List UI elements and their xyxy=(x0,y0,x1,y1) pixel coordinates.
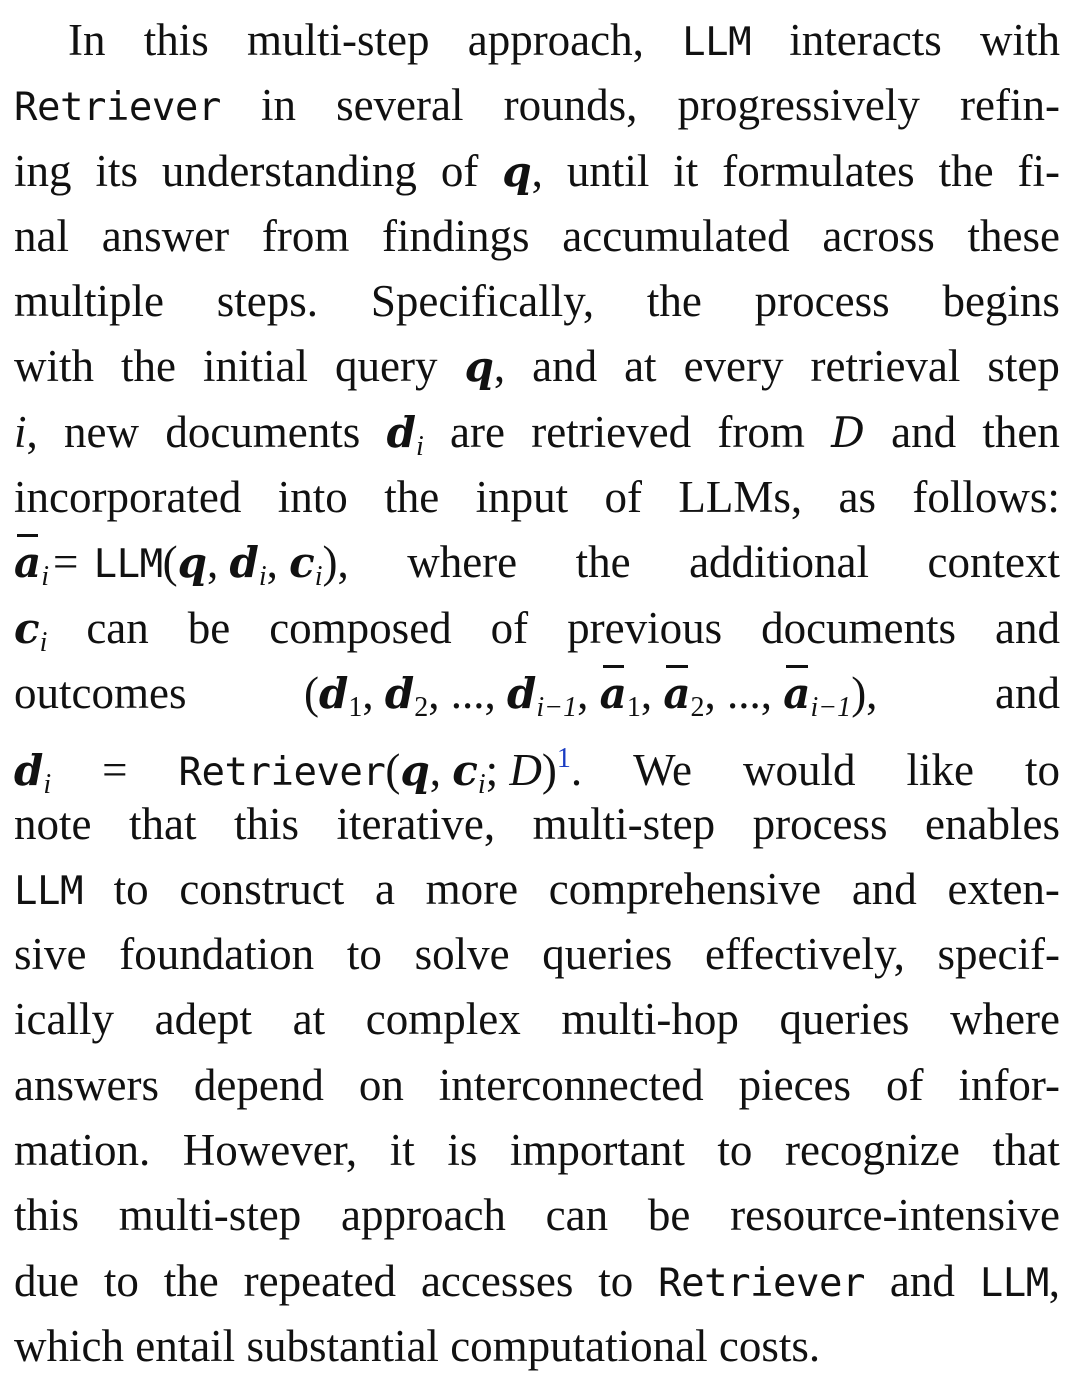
word: and xyxy=(532,341,598,392)
word: multi-step xyxy=(118,1190,302,1241)
word: fi- xyxy=(1017,145,1060,196)
punct: . xyxy=(570,745,583,796)
word: to xyxy=(103,1255,139,1306)
word: formulates xyxy=(722,145,915,196)
word: as xyxy=(838,472,877,523)
text-line-14 xyxy=(14,857,1060,922)
math-symbol-a-bar: a xyxy=(600,661,627,726)
word: to xyxy=(1024,745,1060,796)
math-calligraphic-d: D xyxy=(831,407,865,457)
code-term-llm: LLM xyxy=(93,542,163,588)
word: enables xyxy=(925,798,1060,849)
word: query xyxy=(335,341,438,392)
word: steps. xyxy=(216,276,319,327)
text-line-13 xyxy=(14,792,1060,857)
math-symbol: d xyxy=(386,407,416,457)
word: resource-intensive xyxy=(730,1190,1060,1241)
text-line-2 xyxy=(14,73,1060,138)
math-symbol: d xyxy=(14,746,44,796)
word: rounds, xyxy=(503,80,638,131)
word: interacts xyxy=(789,15,942,65)
word: the xyxy=(575,537,631,588)
word: that xyxy=(992,1125,1060,1176)
word: adept xyxy=(154,994,253,1045)
word: context xyxy=(927,537,1060,588)
word: several xyxy=(336,80,464,131)
word: mation. xyxy=(14,1125,151,1176)
text-line-21 xyxy=(14,1314,1060,1379)
punct: , xyxy=(26,406,38,457)
word: outcomes xyxy=(14,667,187,718)
punct: , ..., xyxy=(428,667,496,718)
punct: , xyxy=(493,341,506,392)
word: step xyxy=(987,341,1060,392)
word: this xyxy=(233,798,299,849)
math-subscript: 2 xyxy=(414,691,429,723)
word: and xyxy=(995,667,1060,718)
word: important xyxy=(509,1125,685,1176)
word: costs. xyxy=(718,1320,821,1371)
text-line-11 xyxy=(14,661,1060,726)
word: note xyxy=(14,798,92,849)
word: which xyxy=(14,1320,124,1371)
math-symbol: q xyxy=(464,342,494,392)
math-subscript: i−1 xyxy=(810,691,852,723)
word: ically xyxy=(14,994,114,1045)
word: be xyxy=(187,602,231,653)
word: is xyxy=(447,1125,478,1176)
word: that xyxy=(128,798,197,849)
punct: ) xyxy=(541,745,557,796)
word: LLMs, xyxy=(678,472,803,523)
text-line-3 xyxy=(14,139,1060,204)
math-symbol: q xyxy=(502,146,532,196)
punct: , xyxy=(531,145,543,196)
word: comprehensive xyxy=(548,863,822,914)
word: of xyxy=(490,602,529,653)
word: pieces xyxy=(738,1059,852,1110)
text-line-12 xyxy=(14,726,1060,801)
word: a xyxy=(374,863,395,914)
word: where xyxy=(407,537,518,588)
math-subscript: i xyxy=(258,561,267,593)
text-line-20 xyxy=(14,1249,1060,1314)
math-operator: = xyxy=(102,745,128,796)
word: of xyxy=(440,145,479,196)
code-term-retriever: Retriever xyxy=(14,85,221,131)
code-term-retriever: Retriever xyxy=(658,1260,865,1306)
text-line-1 xyxy=(14,8,1060,73)
math-symbol: c xyxy=(14,603,40,653)
math-symbol: d xyxy=(384,668,415,718)
word: multiple xyxy=(14,276,164,327)
word: substantial xyxy=(246,1320,439,1371)
punct: , xyxy=(206,537,219,588)
word: recognize xyxy=(785,1125,960,1176)
word: can xyxy=(545,1190,609,1241)
word: previous xyxy=(567,602,723,653)
word: from xyxy=(261,210,350,261)
text-line-7 xyxy=(14,400,1060,465)
word: accesses xyxy=(420,1255,574,1306)
word: be xyxy=(647,1190,691,1241)
word: documents xyxy=(165,406,361,457)
math-symbol-a-bar: a xyxy=(783,661,810,726)
word: answer xyxy=(101,210,230,261)
word: to xyxy=(346,929,382,980)
word: from xyxy=(717,406,805,457)
word: with xyxy=(979,15,1060,65)
word: exten- xyxy=(947,863,1060,914)
word: this xyxy=(143,15,209,65)
math-subscript: 2 xyxy=(690,691,705,723)
word: We xyxy=(633,745,692,796)
word: more xyxy=(425,863,519,914)
text-line-5 xyxy=(14,269,1060,334)
word: foundation xyxy=(119,929,315,980)
code-term-retriever: Retriever xyxy=(178,750,386,796)
word: understanding xyxy=(161,145,417,196)
word: at xyxy=(624,341,657,392)
punct: , xyxy=(1048,1255,1060,1306)
word: Specifically, xyxy=(370,276,595,327)
word: answers xyxy=(14,1059,159,1110)
math-symbol: d xyxy=(229,538,259,588)
math-symbol: c xyxy=(452,746,478,796)
text-line-16 xyxy=(14,987,1060,1052)
word: to xyxy=(598,1255,634,1306)
word: refin- xyxy=(960,80,1060,131)
math-i xyxy=(14,400,38,465)
math-q xyxy=(502,139,543,204)
text-line-15 xyxy=(14,922,1060,987)
math-symbol: q xyxy=(177,538,207,588)
word: the xyxy=(938,145,994,196)
word: where xyxy=(950,994,1060,1045)
word: this xyxy=(14,1190,80,1241)
math-subscript: i xyxy=(41,561,49,593)
word: accumulated xyxy=(562,210,790,261)
punct: , xyxy=(362,667,374,718)
word: composed xyxy=(269,602,452,653)
word: retrieved xyxy=(531,406,692,457)
word: additional xyxy=(689,537,870,588)
word: due xyxy=(14,1255,79,1306)
text-line-19 xyxy=(14,1183,1060,1248)
word: computational xyxy=(450,1320,708,1371)
text-line-9 xyxy=(14,530,1060,595)
word: incorporated xyxy=(14,472,242,523)
punct: ( xyxy=(162,537,178,588)
word: in xyxy=(260,80,296,131)
word: are xyxy=(450,406,505,457)
word: at xyxy=(292,994,326,1045)
punct: ), xyxy=(322,537,349,588)
punct: , xyxy=(640,667,653,718)
math-q xyxy=(464,334,505,399)
word: every xyxy=(683,341,784,392)
word: multi-step xyxy=(532,798,716,849)
word: the xyxy=(646,276,702,327)
word: approach xyxy=(341,1190,506,1241)
word: nal xyxy=(14,210,69,261)
word: and xyxy=(889,1255,955,1306)
word: it xyxy=(673,145,699,196)
math-symbol-a-bar: a xyxy=(663,661,690,726)
word: would xyxy=(742,745,856,796)
word: multi-step xyxy=(247,15,430,65)
math-symbol: i xyxy=(14,406,27,457)
punct: ), xyxy=(851,667,878,718)
word: to xyxy=(717,1125,753,1176)
word: documents xyxy=(761,602,957,653)
word: the xyxy=(121,341,176,392)
code-term-llm: LLM xyxy=(979,1260,1049,1306)
punct: ; xyxy=(485,745,499,796)
word: solve xyxy=(414,929,510,980)
punct: , xyxy=(266,537,278,588)
punct: , xyxy=(429,745,441,796)
math-subscript: i−1 xyxy=(536,691,578,723)
text-line-17 xyxy=(14,1053,1060,1118)
math-subscript: i xyxy=(43,769,52,801)
word: and xyxy=(851,863,917,914)
word: multi-hop xyxy=(561,994,739,1045)
word: follows: xyxy=(912,472,1060,523)
word: sive xyxy=(14,929,87,980)
word: on xyxy=(358,1059,404,1110)
word: to xyxy=(113,863,149,914)
word: queries xyxy=(779,994,910,1045)
word: can xyxy=(86,602,149,653)
word: interconnected xyxy=(438,1059,704,1110)
word: specif- xyxy=(937,929,1060,980)
text-line-6 xyxy=(14,334,1060,399)
text-line-18 xyxy=(14,1118,1060,1183)
word: of xyxy=(885,1059,924,1110)
word: findings xyxy=(382,210,530,261)
word: of xyxy=(604,472,642,523)
word: the xyxy=(163,1255,219,1306)
word: repeated xyxy=(243,1255,397,1306)
word: depend xyxy=(193,1059,324,1110)
math-symbol: D xyxy=(509,745,542,796)
code-term-llm: LLM xyxy=(682,20,752,65)
word: and xyxy=(891,406,957,457)
word: it xyxy=(389,1125,415,1176)
word: queries xyxy=(542,929,673,980)
math-subscript: 1 xyxy=(348,691,363,723)
math-subscript: i xyxy=(477,769,486,801)
word: process xyxy=(754,276,890,327)
word: However, xyxy=(182,1125,358,1176)
footnote-marker[interactable]: 1 xyxy=(556,743,571,775)
word: these xyxy=(967,210,1060,261)
math-symbol: q xyxy=(400,746,430,796)
math-subscript: i xyxy=(39,626,48,658)
word: construct xyxy=(179,863,345,914)
word: iterative, xyxy=(336,798,496,849)
text-line-4 xyxy=(14,204,1060,269)
word: like xyxy=(906,745,974,796)
text-line-8 xyxy=(14,465,1060,530)
math-symbol: d xyxy=(319,668,349,718)
punct: ( xyxy=(304,667,320,718)
word: until xyxy=(566,145,650,196)
word: infor- xyxy=(958,1059,1060,1110)
word: new xyxy=(64,406,140,457)
math-subscript: i xyxy=(314,561,323,593)
body-paragraph xyxy=(14,8,1060,1379)
code-term-llm-with-comma xyxy=(980,1249,1060,1316)
math-operator: = xyxy=(53,537,79,588)
word: initial xyxy=(203,341,308,392)
word: begins xyxy=(942,276,1060,327)
word: process xyxy=(752,798,888,849)
word: effectively, xyxy=(704,929,905,980)
math-symbol: c xyxy=(289,538,315,588)
word: In xyxy=(68,15,106,65)
word: complex xyxy=(365,994,521,1045)
math-subscript: i xyxy=(415,430,424,462)
word: across xyxy=(822,210,935,261)
punct: ( xyxy=(385,745,401,796)
word: into xyxy=(277,472,348,523)
word: progressively xyxy=(677,80,920,131)
word: approach, xyxy=(467,15,644,65)
punct: , xyxy=(577,667,589,718)
word: the xyxy=(384,472,440,523)
word: ing xyxy=(14,145,72,196)
word: entail xyxy=(135,1320,236,1371)
word: then xyxy=(982,406,1060,457)
word: input xyxy=(475,472,569,523)
punct: , ..., xyxy=(704,667,773,718)
word: with xyxy=(14,341,95,392)
word: its xyxy=(95,145,138,196)
math-subscript: 1 xyxy=(626,691,641,723)
code-term-llm: LLM xyxy=(14,868,83,914)
math-symbol-a-bar: a xyxy=(14,530,41,595)
math-symbol: d xyxy=(507,668,537,718)
word: and xyxy=(995,602,1060,653)
word: retrieval xyxy=(810,341,961,392)
